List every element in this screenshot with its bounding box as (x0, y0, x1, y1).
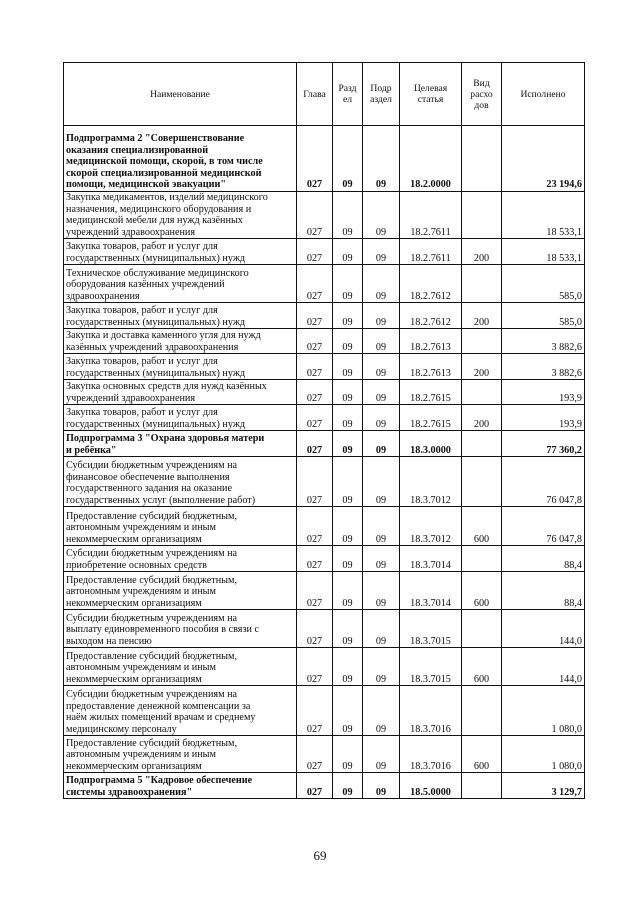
cell-razdel: 09 (333, 380, 363, 405)
cell-podrazdel: 09 (363, 736, 400, 773)
cell-vid: 200 (462, 303, 502, 329)
cell-amount: 88,4 (502, 546, 585, 572)
cell-amount: 193,9 (502, 405, 585, 431)
cell-razdel: 09 (333, 329, 363, 354)
cell-glava: 027 (297, 507, 333, 546)
cell-razdel: 09 (333, 431, 363, 457)
cell-statya: 18.3.7014 (400, 546, 462, 572)
header-glava (297, 63, 333, 126)
cell-statya: 18.2.7615 (400, 380, 462, 405)
table-header-row (64, 63, 585, 126)
cell-razdel: 09 (333, 303, 363, 329)
cell-statya: 18.2.0000 (400, 126, 462, 192)
cell-razdel: 09 (333, 507, 363, 546)
header-podrazdel (363, 63, 400, 126)
cell-name: Предоставление субсидий бюджетным, автономным учреждениям и иным некоммерческим организациям (64, 648, 297, 686)
header-statya-label: Целевая статья (413, 83, 448, 105)
cell-podrazdel: 09 (363, 546, 400, 572)
cell-statya: 18.3.7015 (400, 610, 462, 648)
cell-amount: 3 882,6 (502, 354, 585, 380)
cell-statya: 18.3.7016 (400, 736, 462, 773)
cell-glava: 027 (297, 686, 333, 736)
cell-amount: 585,0 (502, 303, 585, 329)
cell-glava: 027 (297, 239, 333, 265)
cell-statya: 18.3.7012 (400, 457, 462, 507)
cell-amount: 77 360,2 (502, 431, 585, 457)
cell-razdel: 09 (333, 686, 363, 736)
cell-name: Закупка основных средств для нужд казённых учреждений здравоохранения (64, 380, 297, 405)
cell-amount: 18 533,1 (502, 239, 585, 265)
header-name (64, 63, 297, 126)
header-amount (502, 63, 585, 126)
cell-podrazdel: 09 (363, 648, 400, 686)
cell-vid (462, 431, 502, 457)
table-row (64, 648, 585, 686)
cell-vid: 600 (462, 507, 502, 546)
cell-statya: 18.2.7611 (400, 192, 462, 239)
cell-podrazdel: 09 (363, 126, 400, 192)
cell-glava: 027 (297, 192, 333, 239)
table-row (64, 431, 585, 457)
cell-vid (462, 126, 502, 192)
cell-podrazdel: 09 (363, 192, 400, 239)
cell-name: Предоставление субсидий бюджетным, автономным учреждениям и иным некоммерческим организациям (64, 572, 297, 610)
cell-glava: 027 (297, 572, 333, 610)
cell-razdel: 09 (333, 572, 363, 610)
cell-glava: 027 (297, 773, 333, 799)
header-podrazdel-label: Подр аздел (370, 83, 392, 105)
cell-podrazdel: 09 (363, 329, 400, 354)
cell-glava: 027 (297, 265, 333, 303)
cell-statya: 18.2.7611 (400, 239, 462, 265)
cell-podrazdel: 09 (363, 405, 400, 431)
cell-podrazdel: 09 (363, 572, 400, 610)
cell-glava: 027 (297, 648, 333, 686)
cell-statya: 18.2.7613 (400, 329, 462, 354)
cell-amount: 3 129,7 (502, 773, 585, 799)
table-body (64, 126, 585, 799)
table-row (64, 329, 585, 354)
cell-statya: 18.3.7014 (400, 572, 462, 610)
cell-glava: 027 (297, 303, 333, 329)
cell-statya: 18.2.7612 (400, 265, 462, 303)
cell-glava: 027 (297, 457, 333, 507)
cell-amount: 88,4 (502, 572, 585, 610)
cell-glava: 027 (297, 329, 333, 354)
cell-statya: 18.3.7015 (400, 648, 462, 686)
cell-glava: 027 (297, 380, 333, 405)
cell-podrazdel: 09 (363, 354, 400, 380)
cell-glava: 027 (297, 431, 333, 457)
cell-amount: 18 533,1 (502, 192, 585, 239)
cell-name: Предоставление субсидий бюджетным, автономным учреждениям и иным некоммерческим организациям (64, 736, 297, 773)
header-glava-label: Глава (303, 88, 326, 100)
table-row (64, 380, 585, 405)
cell-vid (462, 329, 502, 354)
table-row (64, 126, 585, 192)
table-row (64, 239, 585, 265)
cell-glava: 027 (297, 610, 333, 648)
cell-glava: 027 (297, 546, 333, 572)
cell-name: Закупка товаров, работ и услуг для государственных (муниципальных) нужд (64, 303, 297, 329)
cell-vid: 200 (462, 239, 502, 265)
table-row (64, 546, 585, 572)
cell-vid (462, 265, 502, 303)
cell-vid: 200 (462, 405, 502, 431)
cell-razdel: 09 (333, 457, 363, 507)
cell-statya: 18.2.7612 (400, 303, 462, 329)
cell-name: Субсидии бюджетным учреждениям на предоставление денежной компенсации за наём жилых помещений врачам и среднему медицинскому персоналу (64, 686, 297, 736)
cell-razdel: 09 (333, 648, 363, 686)
cell-podrazdel: 09 (363, 773, 400, 799)
cell-name: Подпрограмма 5 "Кадровое обеспечение системы здравоохранения" (64, 773, 297, 799)
cell-vid (462, 686, 502, 736)
cell-statya: 18.5.0000 (400, 773, 462, 799)
cell-podrazdel: 09 (363, 686, 400, 736)
cell-amount: 144,0 (502, 610, 585, 648)
cell-name: Субсидии бюджетным учреждениям на приобретение основных средств (64, 546, 297, 572)
cell-razdel: 09 (333, 126, 363, 192)
table-row (64, 507, 585, 546)
table-row (64, 773, 585, 799)
cell-razdel: 09 (333, 239, 363, 265)
cell-podrazdel: 09 (363, 239, 400, 265)
table-row (64, 572, 585, 610)
cell-name: Закупка товаров, работ и услуг для государственных (муниципальных) нужд (64, 405, 297, 431)
cell-name: Субсидии бюджетным учреждениям на финансовое обеспечение выполнения государственного задания на оказание государственных услуг (выполнение работ) (64, 457, 297, 507)
cell-glava: 027 (297, 405, 333, 431)
table-row (64, 354, 585, 380)
cell-name: Закупка медикаментов, изделий медицинского назначения, медицинского оборудования и медицинской мебели для нужд казённых учреждений здравоохранения (64, 192, 297, 239)
cell-amount: 23 194,6 (502, 126, 585, 192)
header-razdel (333, 63, 363, 126)
cell-podrazdel: 09 (363, 610, 400, 648)
cell-statya: 18.2.7615 (400, 405, 462, 431)
cell-vid: 600 (462, 736, 502, 773)
table-row (64, 405, 585, 431)
cell-name: Закупка и доставка каменного угля для нужд казённых учреждений здравоохранения (64, 329, 297, 354)
table-row (64, 736, 585, 773)
cell-amount: 1 080,0 (502, 686, 585, 736)
cell-razdel: 09 (333, 736, 363, 773)
budget-execution-table (63, 62, 585, 799)
cell-razdel: 09 (333, 773, 363, 799)
cell-amount: 3 882,6 (502, 329, 585, 354)
cell-razdel: 09 (333, 546, 363, 572)
cell-vid: 600 (462, 648, 502, 686)
cell-podrazdel: 09 (363, 457, 400, 507)
cell-statya: 18.3.0000 (400, 431, 462, 457)
cell-statya: 18.3.7012 (400, 507, 462, 546)
table-row (64, 192, 585, 239)
table-row (64, 457, 585, 507)
cell-amount: 76 047,8 (502, 457, 585, 507)
header-name-label: Наименование (150, 88, 210, 100)
table-row (64, 265, 585, 303)
cell-name: Закупка товаров, работ и услуг для государственных (муниципальных) нужд (64, 239, 297, 265)
cell-name: Субсидии бюджетным учреждениям на выплату единовременного пособия в связи с выходом на пенсию (64, 610, 297, 648)
header-amount-label: Исполнено (520, 88, 566, 100)
cell-vid (462, 610, 502, 648)
cell-razdel: 09 (333, 405, 363, 431)
cell-name: Предоставление субсидий бюджетным, автономным учреждениям и иным некоммерческим организациям (64, 507, 297, 546)
cell-amount: 144,0 (502, 648, 585, 686)
cell-razdel: 09 (333, 265, 363, 303)
cell-vid (462, 380, 502, 405)
header-vid (462, 63, 502, 126)
header-vid-label: Вид расхо дов (470, 77, 493, 111)
table-row (64, 303, 585, 329)
cell-name: Подпрограмма 2 "Совершенствование оказания специализированной медицинской помощи, скорой, в том числе скорой специализированной медицинской помощи, медицинской эвакуации" (64, 126, 297, 192)
cell-glava: 027 (297, 126, 333, 192)
cell-razdel: 09 (333, 192, 363, 239)
cell-podrazdel: 09 (363, 265, 400, 303)
table-row (64, 686, 585, 736)
cell-amount: 76 047,8 (502, 507, 585, 546)
cell-vid (462, 773, 502, 799)
cell-vid (462, 546, 502, 572)
cell-glava: 027 (297, 354, 333, 380)
cell-podrazdel: 09 (363, 507, 400, 546)
cell-name: Закупка товаров, работ и услуг для государственных (муниципальных) нужд (64, 354, 297, 380)
cell-amount: 1 080,0 (502, 736, 585, 773)
cell-vid: 200 (462, 354, 502, 380)
cell-vid: 600 (462, 572, 502, 610)
cell-vid (462, 192, 502, 239)
cell-podrazdel: 09 (363, 431, 400, 457)
cell-name: Подпрограмма 3 "Охрана здоровья матери и ребёнка" (64, 431, 297, 457)
cell-glava: 027 (297, 736, 333, 773)
cell-statya: 18.3.7016 (400, 686, 462, 736)
cell-name: Техническое обслуживание медицинского оборудования казённых учреждений здравоохранения (64, 265, 297, 303)
page-number: 69 (313, 848, 327, 863)
cell-razdel: 09 (333, 354, 363, 380)
cell-statya: 18.2.7613 (400, 354, 462, 380)
cell-podrazdel: 09 (363, 303, 400, 329)
cell-vid (462, 457, 502, 507)
table-row (64, 610, 585, 648)
cell-amount: 193,9 (502, 380, 585, 405)
cell-razdel: 09 (333, 610, 363, 648)
header-razdel-label: Разд ел (338, 83, 357, 105)
cell-amount: 585,0 (502, 265, 585, 303)
header-statya (400, 63, 462, 126)
cell-podrazdel: 09 (363, 380, 400, 405)
